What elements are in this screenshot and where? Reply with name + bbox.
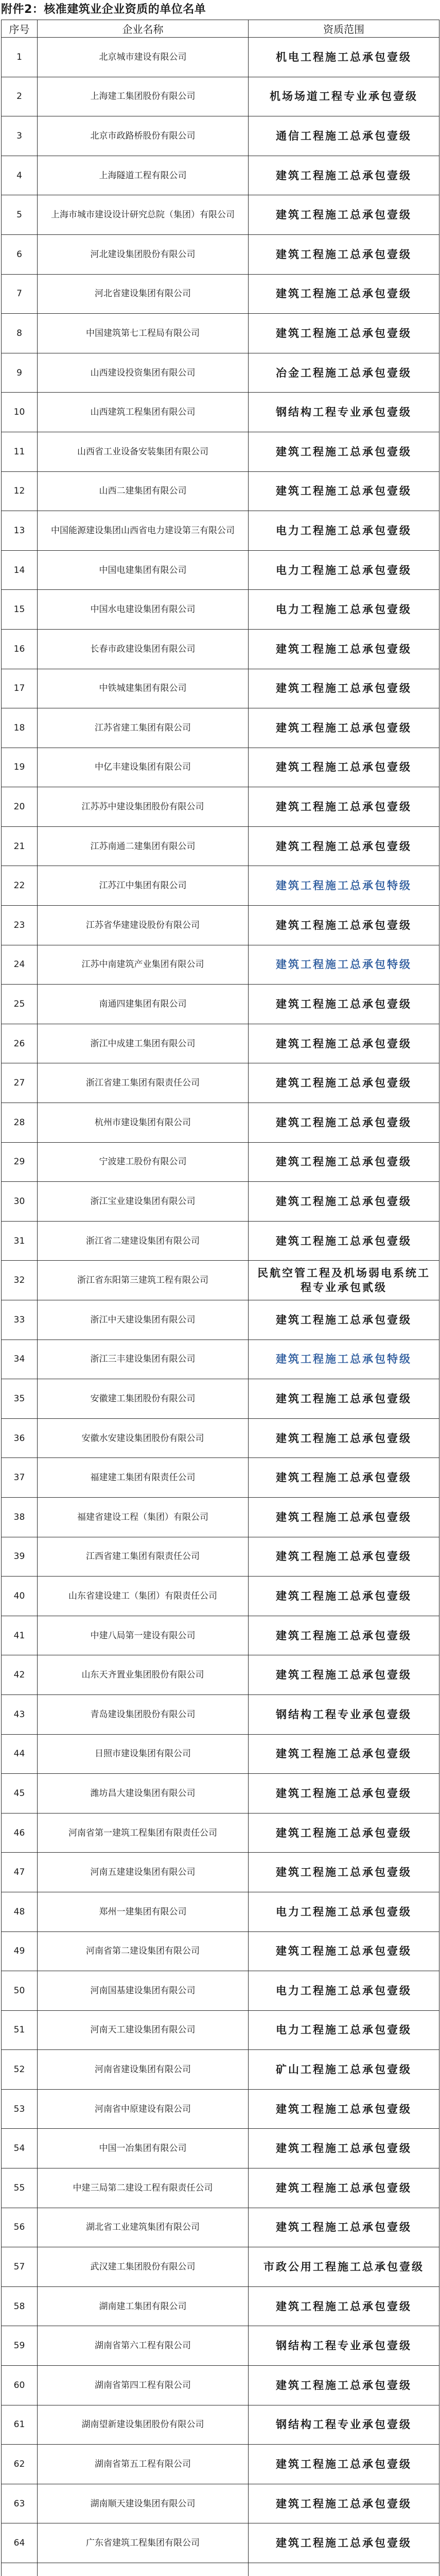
qualification-scope: 建筑工程施工总承包壹级 — [249, 1931, 439, 1971]
qualification-scope: 建筑工程施工总承包壹级 — [249, 1734, 439, 1774]
qualification-scope: 钢结构工程专业承包壹级 — [249, 2405, 439, 2445]
table-row — [2, 353, 439, 393]
table-row — [2, 2563, 439, 2576]
company-name: 河南省建设集团有限公司 — [38, 2050, 249, 2090]
page-title: 附件2：核准建筑业企业资质的单位名单 — [1, 3, 206, 16]
company-name: 中国一冶集团有限公司 — [38, 2129, 249, 2168]
company-name: 河南国基建设集团有限公司 — [38, 1971, 249, 2011]
table-row — [2, 985, 439, 1024]
table-row — [2, 314, 439, 353]
company-name: 河南省第一建筑工程集团有限责任公司 — [38, 1813, 249, 1853]
company-name: 湖南省第五工程有限公司 — [38, 2445, 249, 2484]
qualification-scope: 建筑工程施工总承包壹级 — [249, 1142, 439, 1182]
table-row — [2, 1261, 439, 1300]
qualification-scope: 电力工程施工总承包壹级 — [249, 550, 439, 590]
row-number: 36 — [2, 1418, 38, 1458]
table-row — [2, 2326, 439, 2366]
company-name: 江苏江中集团有限公司 — [38, 866, 249, 906]
row-number: 11 — [2, 432, 38, 471]
table-row — [2, 1971, 439, 2011]
company-name: 安徽水安建设集团股份有限公司 — [38, 1418, 249, 1458]
row-number: 40 — [2, 1577, 38, 1616]
table-row — [2, 1774, 439, 1814]
qualification-scope: 电力工程施工总承包壹级 — [249, 590, 439, 630]
company-name: 武汉建工集团股份有限公司 — [38, 2247, 249, 2287]
qualification-scope: 建筑工程施工总承包壹级 — [249, 1103, 439, 1143]
company-name: 郑州一建集团有限公司 — [38, 1892, 249, 1931]
company-name: 南通四建集团有限公司 — [38, 985, 249, 1024]
qualification-scope: 建筑工程施工总承包壹级 — [249, 1774, 439, 1814]
company-name: 中建三局第二建设工程有限责任公司 — [38, 2168, 249, 2208]
company-name: 河南省中原建设有限公司 — [38, 2089, 249, 2129]
qualification-scope: 建筑工程施工总承包壹级 — [249, 471, 439, 511]
qualification-scope: 建筑工程施工总承包壹级 — [249, 1379, 439, 1419]
qualification-scope: 钢结构工程专业承包壹级 — [249, 1694, 439, 1734]
table-row — [2, 1103, 439, 1143]
qualification-scope: 矿山工程施工总承包壹级 — [249, 2050, 439, 2090]
company-name: 浙江省东阳第三建筑工程有限公司 — [38, 1261, 249, 1300]
row-number: 34 — [2, 1340, 38, 1379]
row-number: 16 — [2, 629, 38, 669]
row-number: 31 — [2, 1221, 38, 1261]
qualification-scope: 建筑工程施工总承包壹级 — [249, 274, 439, 314]
qualification-scope: 建筑工程施工总承包壹级 — [249, 195, 439, 235]
table-row — [2, 1418, 439, 1458]
qualification-scope: 建筑工程施工总承包壹级 — [249, 1497, 439, 1537]
table-row — [2, 511, 439, 551]
qualification-scope: 建筑工程施工总承包特级 — [249, 945, 439, 985]
row-number: 64 — [2, 2523, 38, 2563]
row-number: 2 — [2, 77, 38, 116]
row-number: 37 — [2, 1458, 38, 1498]
qualification-scope: 建筑工程施工总承包壹级 — [249, 1221, 439, 1261]
table-row — [2, 77, 439, 116]
table-row — [2, 432, 439, 471]
row-number: 56 — [2, 2208, 38, 2247]
company-name — [38, 2563, 249, 2576]
row-number: 28 — [2, 1103, 38, 1143]
company-name: 长春市政建设集团有限公司 — [38, 629, 249, 669]
qualification-scope: 冶金工程施工总承包壹级 — [249, 353, 439, 393]
company-name: 江苏中南建筑产业集团有限公司 — [38, 945, 249, 985]
table-body — [2, 38, 439, 2576]
company-name: 中国水电建设集团有限公司 — [38, 590, 249, 630]
company-name: 北京城市建设有限公司 — [38, 38, 249, 77]
row-number: 21 — [2, 826, 38, 866]
qualification-scope: 机场场道工程专业承包壹级 — [249, 77, 439, 116]
table-row — [2, 1142, 439, 1182]
table-row — [2, 1537, 439, 1577]
company-name: 中铁城建集团有限公司 — [38, 669, 249, 708]
qualification-scope: 建筑工程施工总承包壹级 — [249, 1616, 439, 1655]
row-number: 3 — [2, 116, 38, 156]
table-row — [2, 1694, 439, 1734]
company-name: 湖南顺天建设集团有限公司 — [38, 2484, 249, 2523]
qualification-scope: 建筑工程施工总承包壹级 — [249, 2089, 439, 2129]
qualification-scope: 建筑工程施工总承包壹级 — [249, 1813, 439, 1853]
row-number: 43 — [2, 1694, 38, 1734]
company-name: 河南天工建设集团有限公司 — [38, 2010, 249, 2050]
row-number: 5 — [2, 195, 38, 235]
row-number: 35 — [2, 1379, 38, 1419]
qualification-scope: 建筑工程施工总承包壹级 — [249, 748, 439, 787]
qualification-scope: 建筑工程施工总承包壹级 — [249, 906, 439, 945]
row-number: 25 — [2, 985, 38, 1024]
table-row — [2, 393, 439, 432]
qualification-scope: 建筑工程施工总承包壹级 — [249, 1418, 439, 1458]
row-number: 59 — [2, 2326, 38, 2366]
row-number: 57 — [2, 2247, 38, 2287]
row-number: 39 — [2, 1537, 38, 1577]
row-number: 44 — [2, 1734, 38, 1774]
row-number: 18 — [2, 708, 38, 748]
company-name: 河北省建设集团有限公司 — [38, 274, 249, 314]
table-row — [2, 1892, 439, 1931]
row-number: 47 — [2, 1853, 38, 1892]
qualification-scope: 建筑工程施工总承包壹级 — [249, 1577, 439, 1616]
row-number: 9 — [2, 353, 38, 393]
company-name: 湖南望新建设集团股份有限公司 — [38, 2405, 249, 2445]
qualification-scope: 建筑工程施工总承包壹级 — [249, 826, 439, 866]
qualification-scope: 建筑工程施工总承包壹级 — [249, 2286, 439, 2326]
company-name: 河南省第二建设集团有限公司 — [38, 1931, 249, 1971]
table-row — [2, 2366, 439, 2405]
table-row — [2, 471, 439, 511]
table-row — [2, 748, 439, 787]
company-name: 湖北省工业建筑集团有限公司 — [38, 2208, 249, 2247]
company-name: 湖南省第四工程有限公司 — [38, 2366, 249, 2405]
company-name: 杭州市建设集团有限公司 — [38, 1103, 249, 1143]
qualification-scope: 建筑工程施工总承包壹级 — [249, 2523, 439, 2563]
qualification-scope: 通信工程施工总承包壹级 — [249, 116, 439, 156]
row-number — [2, 2563, 38, 2576]
qualification-scope: 建筑工程施工总承包壹级 — [249, 1063, 439, 1103]
company-name: 日照市建设集团有限公司 — [38, 1734, 249, 1774]
company-name: 中国能源建设集团山西省电力建设第三有限公司 — [38, 511, 249, 551]
qualification-scope: 电力工程施工总承包壹级 — [249, 511, 439, 551]
qualification-scope: 建筑工程施工总承包壹级 — [249, 2208, 439, 2247]
row-number: 48 — [2, 1892, 38, 1931]
company-name: 湖南省第六工程有限公司 — [38, 2326, 249, 2366]
company-name: 江西省建工集团有限责任公司 — [38, 1537, 249, 1577]
table-row — [2, 38, 439, 77]
row-number: 38 — [2, 1497, 38, 1537]
company-name: 浙江三丰建设集团有限公司 — [38, 1340, 249, 1379]
row-number: 17 — [2, 669, 38, 708]
row-number: 8 — [2, 314, 38, 353]
row-number: 4 — [2, 156, 38, 195]
table-row — [2, 195, 439, 235]
table-row — [2, 1734, 439, 1774]
row-number: 14 — [2, 550, 38, 590]
row-number: 46 — [2, 1813, 38, 1853]
qualification-scope: 建筑工程施工总承包壹级 — [249, 432, 439, 471]
company-name: 山西建筑工程集团有限公司 — [38, 393, 249, 432]
company-name: 广东省建筑工程集团有限公司 — [38, 2523, 249, 2563]
row-number: 33 — [2, 1300, 38, 1340]
company-name: 山东天齐置业集团股份有限公司 — [38, 1655, 249, 1695]
qualification-scope: 钢结构工程专业承包壹级 — [249, 393, 439, 432]
row-number: 20 — [2, 787, 38, 827]
table-row — [2, 2286, 439, 2326]
table-row — [2, 866, 439, 906]
company-name: 福建省建设工程（集团）有限公司 — [38, 1497, 249, 1537]
qualification-scope: 建筑工程施工总承包壹级 — [249, 2168, 439, 2208]
qualification-scope: 电力工程施工总承包壹级 — [249, 1892, 439, 1931]
table-row — [2, 550, 439, 590]
table-row — [2, 1024, 439, 1063]
company-name: 江苏苏中建设集团股份有限公司 — [38, 787, 249, 827]
table-row — [2, 1379, 439, 1419]
qualification-scope: 电力工程施工总承包壹级 — [249, 2010, 439, 2050]
table-header — [2, 20, 439, 38]
qualification-scope: 建筑工程施工总承包壹级 — [249, 1300, 439, 1340]
row-number: 24 — [2, 945, 38, 985]
company-name: 宁波建工股份有限公司 — [38, 1142, 249, 1182]
company-name: 浙江中成建工集团有限公司 — [38, 1024, 249, 1063]
table-row — [2, 629, 439, 669]
company-name: 潍坊昌大建设集团有限公司 — [38, 1774, 249, 1814]
row-number: 62 — [2, 2445, 38, 2484]
qualification-scope: 建筑工程施工总承包壹级 — [249, 629, 439, 669]
company-name: 中国电建集团有限公司 — [38, 550, 249, 590]
company-name: 浙江宝业建设集团有限公司 — [38, 1182, 249, 1222]
row-number: 32 — [2, 1261, 38, 1300]
table-row — [2, 1655, 439, 1695]
company-name: 山西建设投资集团有限公司 — [38, 353, 249, 393]
company-name: 江苏省建工集团有限公司 — [38, 708, 249, 748]
row-number: 22 — [2, 866, 38, 906]
qualification-scope: 建筑工程施工总承包壹级 — [249, 314, 439, 353]
row-number: 61 — [2, 2405, 38, 2445]
row-number: 15 — [2, 590, 38, 630]
company-name: 浙江省二建建设集团有限公司 — [38, 1221, 249, 1261]
company-name: 上海隧道工程有限公司 — [38, 156, 249, 195]
row-number: 19 — [2, 748, 38, 787]
table-row — [2, 234, 439, 274]
table-row — [2, 1340, 439, 1379]
company-name: 青岛建设集团股份有限公司 — [38, 1694, 249, 1734]
table-row — [2, 1853, 439, 1892]
table-row — [2, 1221, 439, 1261]
qualification-scope: 建筑工程施工总承包壹级 — [249, 787, 439, 827]
company-name: 浙江中天建设集团有限公司 — [38, 1300, 249, 1340]
table-row — [2, 826, 439, 866]
table-row — [2, 1063, 439, 1103]
row-number: 52 — [2, 2050, 38, 2090]
company-name: 中国建筑第七工程局有限公司 — [38, 314, 249, 353]
qualification-scope: 建筑工程施工总承包壹级 — [249, 708, 439, 748]
table-row — [2, 669, 439, 708]
table-row — [2, 1577, 439, 1616]
table-row — [2, 2050, 439, 2090]
row-number: 51 — [2, 2010, 38, 2050]
table-row — [2, 945, 439, 985]
table-row — [2, 2445, 439, 2484]
row-number: 12 — [2, 471, 38, 511]
table-row — [2, 906, 439, 945]
qualification-table — [1, 20, 439, 2576]
table-row — [2, 1458, 439, 1498]
qualification-scope: 建筑工程施工总承包壹级 — [249, 1024, 439, 1063]
row-number: 54 — [2, 2129, 38, 2168]
table-row — [2, 116, 439, 156]
qualification-scope: 建筑工程施工总承包壹级 — [249, 2484, 439, 2523]
table-row — [2, 1497, 439, 1537]
row-number: 42 — [2, 1655, 38, 1695]
table-row — [2, 2089, 439, 2129]
table-row — [2, 2247, 439, 2287]
company-name: 北京市政路桥股份有限公司 — [38, 116, 249, 156]
row-number: 10 — [2, 393, 38, 432]
qualification-scope: 建筑工程施工总承包壹级 — [249, 2445, 439, 2484]
row-number: 27 — [2, 1063, 38, 1103]
company-name: 浙江省建工集团有限责任公司 — [38, 1063, 249, 1103]
qualification-scope: 市政公用工程施工总承包壹级 — [249, 2247, 439, 2287]
company-name: 中亿丰建设集团有限公司 — [38, 748, 249, 787]
table-row — [2, 2523, 439, 2563]
table-row — [2, 2484, 439, 2523]
row-number: 30 — [2, 1182, 38, 1222]
company-name: 山西二建集团有限公司 — [38, 471, 249, 511]
row-number: 55 — [2, 2168, 38, 2208]
row-number: 29 — [2, 1142, 38, 1182]
qualification-scope: 民航空管工程及机场弱电系统工程专业承包贰级 — [249, 1261, 439, 1300]
company-name: 中建八局第一建设有限公司 — [38, 1616, 249, 1655]
header-num: 序号 — [2, 20, 38, 38]
qualification-scope: 建筑工程施工总承包壹级 — [249, 1182, 439, 1222]
qualification-scope: 建筑工程施工总承包壹级 — [249, 669, 439, 708]
qualification-scope: 建筑工程施工总承包壹级 — [249, 2129, 439, 2168]
table-row — [2, 2405, 439, 2445]
table-row — [2, 708, 439, 748]
table-row — [2, 1813, 439, 1853]
table-row — [2, 1616, 439, 1655]
table-row — [2, 590, 439, 630]
table-row — [2, 274, 439, 314]
qualification-scope: 建筑工程施工总承包壹级 — [249, 2366, 439, 2405]
row-number: 53 — [2, 2089, 38, 2129]
company-name: 安徽建工集团股份有限公司 — [38, 1379, 249, 1419]
table-row — [2, 2168, 439, 2208]
company-name: 上海市城市建设设计研究总院（集团）有限公司 — [38, 195, 249, 235]
header-row — [2, 20, 439, 38]
row-number: 58 — [2, 2286, 38, 2326]
company-name: 福建建工集团有限责任公司 — [38, 1458, 249, 1498]
company-name: 上海建工集团股份有限公司 — [38, 77, 249, 116]
table-row — [2, 1931, 439, 1971]
row-number: 26 — [2, 1024, 38, 1063]
table-row — [2, 2208, 439, 2247]
row-number: 1 — [2, 38, 38, 77]
row-number: 45 — [2, 1774, 38, 1814]
row-number: 13 — [2, 511, 38, 551]
company-name: 江苏省华建建设股份有限公司 — [38, 906, 249, 945]
company-name: 河南五建建设集团有限公司 — [38, 1853, 249, 1892]
company-name: 江苏南通二建集团有限公司 — [38, 826, 249, 866]
row-number: 6 — [2, 234, 38, 274]
table-row — [2, 2129, 439, 2168]
qualification-scope — [249, 2563, 439, 2576]
row-number: 49 — [2, 1931, 38, 1971]
qualification-scope: 电力工程施工总承包壹级 — [249, 1971, 439, 2011]
qualification-scope: 建筑工程施工总承包壹级 — [249, 1458, 439, 1498]
company-name: 河北建设集团股份有限公司 — [38, 234, 249, 274]
qualification-scope: 建筑工程施工总承包特级 — [249, 1340, 439, 1379]
company-name: 山西省工业设备安装集团有限公司 — [38, 432, 249, 471]
table-row — [2, 1182, 439, 1222]
qualification-scope: 建筑工程施工总承包壹级 — [249, 1537, 439, 1577]
row-number: 63 — [2, 2484, 38, 2523]
company-name: 山东省建设建工（集团）有限责任公司 — [38, 1577, 249, 1616]
qualification-scope: 建筑工程施工总承包特级 — [249, 866, 439, 906]
header-qualification-scope: 资质范围 — [249, 20, 439, 38]
table-row — [2, 1300, 439, 1340]
row-number: 23 — [2, 906, 38, 945]
qualification-scope: 机电工程施工总承包壹级 — [249, 38, 439, 77]
table-row — [2, 2010, 439, 2050]
row-number: 60 — [2, 2366, 38, 2405]
row-number: 50 — [2, 1971, 38, 2011]
company-name: 湖南建工集团有限公司 — [38, 2286, 249, 2326]
header-company-name: 企业名称 — [38, 20, 249, 38]
row-number: 41 — [2, 1616, 38, 1655]
row-number: 7 — [2, 274, 38, 314]
qualification-scope: 建筑工程施工总承包壹级 — [249, 1853, 439, 1892]
qualification-scope: 建筑工程施工总承包壹级 — [249, 985, 439, 1024]
qualification-scope: 建筑工程施工总承包壹级 — [249, 1655, 439, 1695]
table-row — [2, 156, 439, 195]
qualification-scope: 建筑工程施工总承包壹级 — [249, 234, 439, 274]
qualification-scope: 钢结构工程专业承包壹级 — [249, 2326, 439, 2366]
qualification-scope: 建筑工程施工总承包壹级 — [249, 156, 439, 195]
table-row — [2, 787, 439, 827]
